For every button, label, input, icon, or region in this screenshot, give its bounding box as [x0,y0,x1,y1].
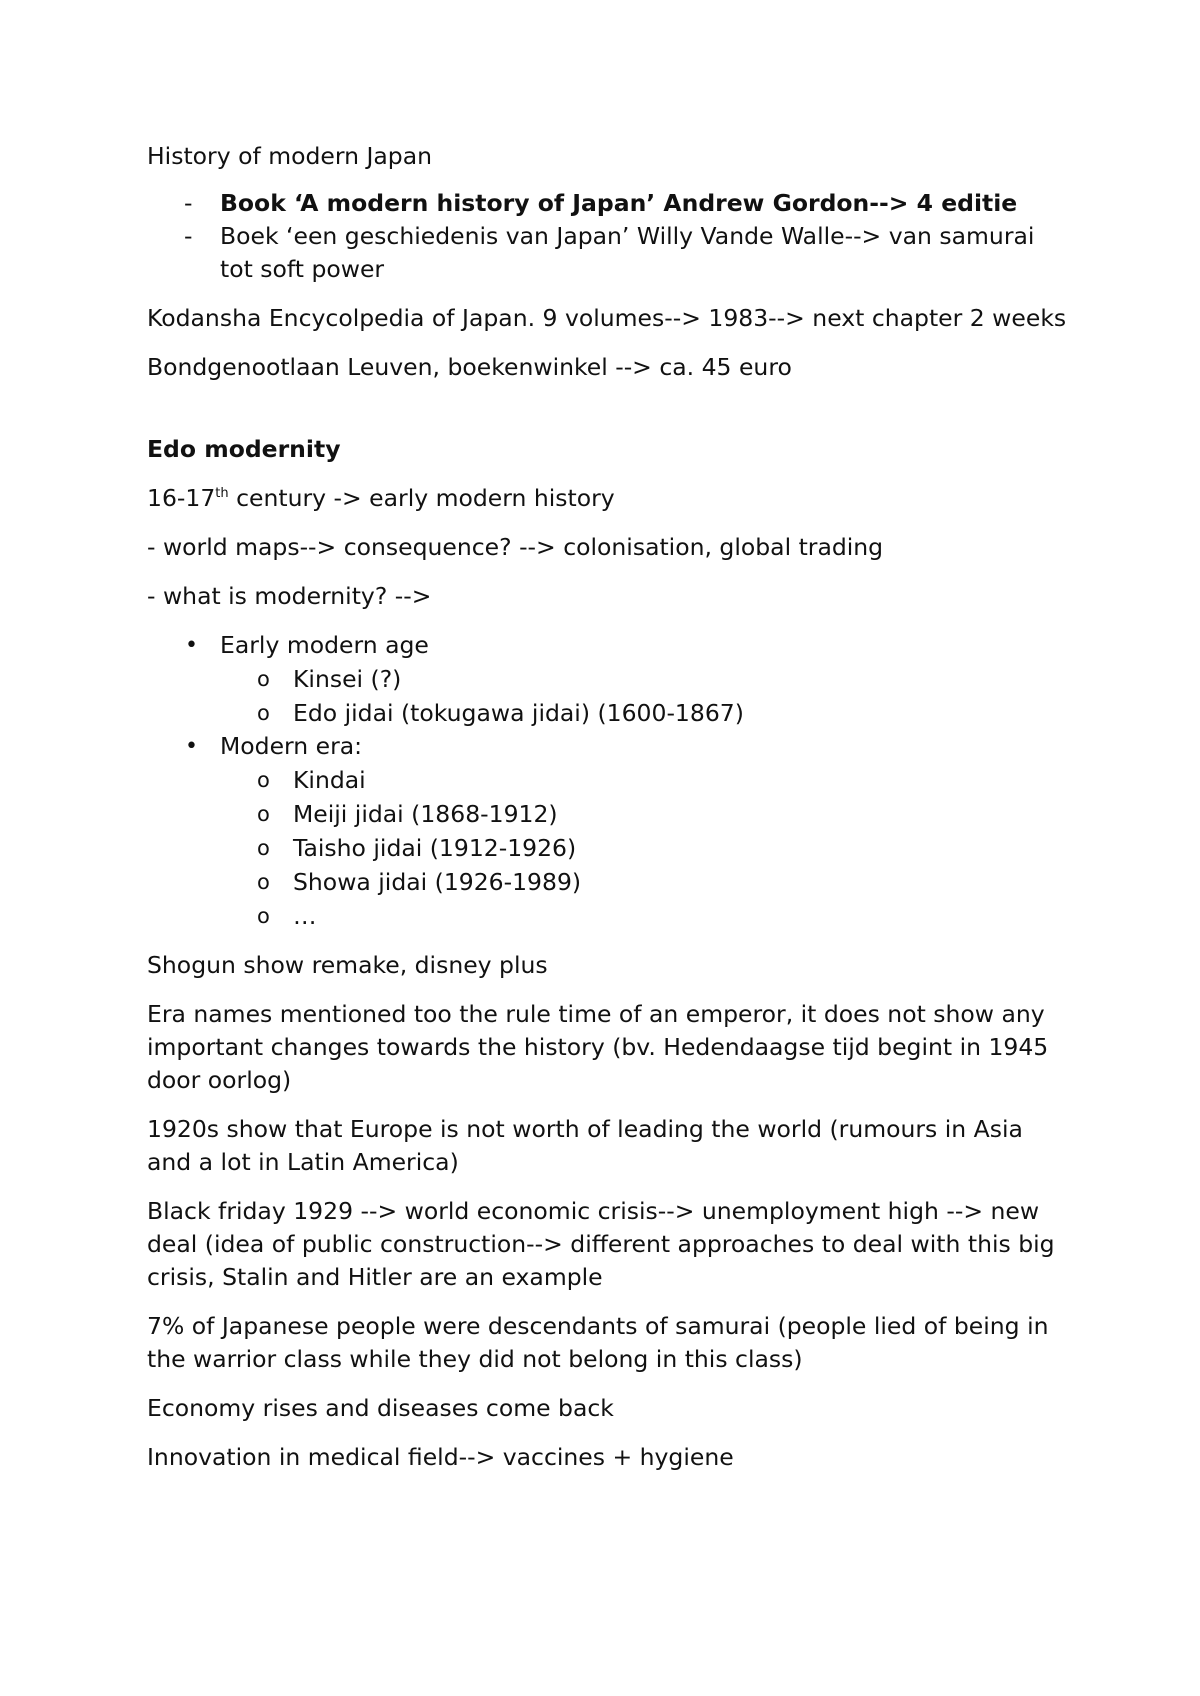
blank-line [147,400,1067,433]
sub-marker: o [257,667,270,691]
sub-marker: o [257,836,270,860]
era-sub-item [147,663,1067,696]
paragraph-samurai: 7% of Japanese people were descendants of samurai (people lied of being in the warrior class while they did not belong in this class) [147,1312,1049,1373]
era-sub-item [147,900,1067,933]
dash-marker: - [184,189,193,217]
era-sub-item [147,832,1067,865]
era-sub-label: Showa jidai (1926-1989) [293,868,582,896]
sub-marker: o [257,904,270,928]
paragraph-innovation: Innovation in medical field--> vaccines + hygiene [147,1443,734,1471]
era-sub-item [147,798,1067,831]
era-sub-item [147,697,1067,730]
paragraph-economy: Economy rises and diseases come back [147,1394,614,1422]
era-sub-label: Taisho jidai (1912-1926) [293,834,577,862]
sub-marker: o [257,870,270,894]
era-item-early-modern [147,629,1067,730]
era-sub-label: Kinsei (?) [293,665,402,693]
section-heading: Edo modernity [147,435,341,463]
era-label: Modern era: [220,732,363,760]
bullet-marker: • [185,633,198,658]
paragraph-black-friday: Black friday 1929 --> world economic crisis--> unemployment high --> new deal (idea of public construction--> different approaches to deal with this big crisis, Stalin and Hitler are an example [147,1197,1055,1291]
era-sub-item [147,866,1067,899]
era-label: Early modern age [220,631,429,659]
era-sub-label: Kindai [293,766,366,794]
era-sub-label: … [293,902,317,930]
sub-marker: o [257,701,270,725]
century-suffix: century -> early modern history [228,484,615,512]
era-sub-label: Meiji jidai (1868-1912) [293,800,558,828]
paragraph-era-names: Era names mentioned too the rule time of an emperor, it does not show any important changes towards the history (bv. Hedendaagse tijd begint in 1945 door oorlog) [147,1000,1049,1094]
era-sub-list [220,764,1067,933]
document-page [147,140,1067,1490]
book-gordon: Book ‘A modern history of Japan’ Andrew Gordon--> 4 editie [220,189,1018,217]
era-sub-item [147,764,1067,797]
bullet-marker: • [185,734,198,759]
century-superscript: th [215,486,229,502]
paragraph-shogun: Shogun show remake, disney plus [147,951,548,979]
sub-marker: o [257,768,270,792]
document-title: History of modern Japan [147,142,432,170]
era-sub-label: Edo jidai (tokugawa jidai) (1600-1867) [293,699,744,727]
line-modernity: - what is modernity? --> [147,582,432,610]
sub-marker: o [257,802,270,826]
era-sub-list [220,663,1067,730]
book-list [147,187,1067,286]
paragraph-1920s: 1920s show that Europe is not worth of leading the world (rumours in Asia and a lot in Latin America) [147,1115,1023,1176]
era-item-modern [147,730,1067,933]
line-world-maps: - world maps--> consequence? --> colonisation, global trading [147,533,884,561]
paragraph-bondgenootlaan: Bondgenootlaan Leuven, boekenwinkel --> ca. 45 euro [147,353,792,381]
era-list [147,629,1067,933]
century-line [147,482,1067,515]
paragraph-kodansha: Kodansha Encycolpedia of Japan. 9 volumes--> 1983--> next chapter 2 weeks [147,304,1067,332]
book-list-item [147,187,1067,220]
dash-marker: - [184,222,193,250]
book-list-item [147,220,1067,286]
century-prefix: 16-17 [147,484,216,512]
book-vande-walle: Boek ‘een geschiedenis van Japan’ Willy Vande Walle--> van samurai tot soft power [220,222,1035,283]
